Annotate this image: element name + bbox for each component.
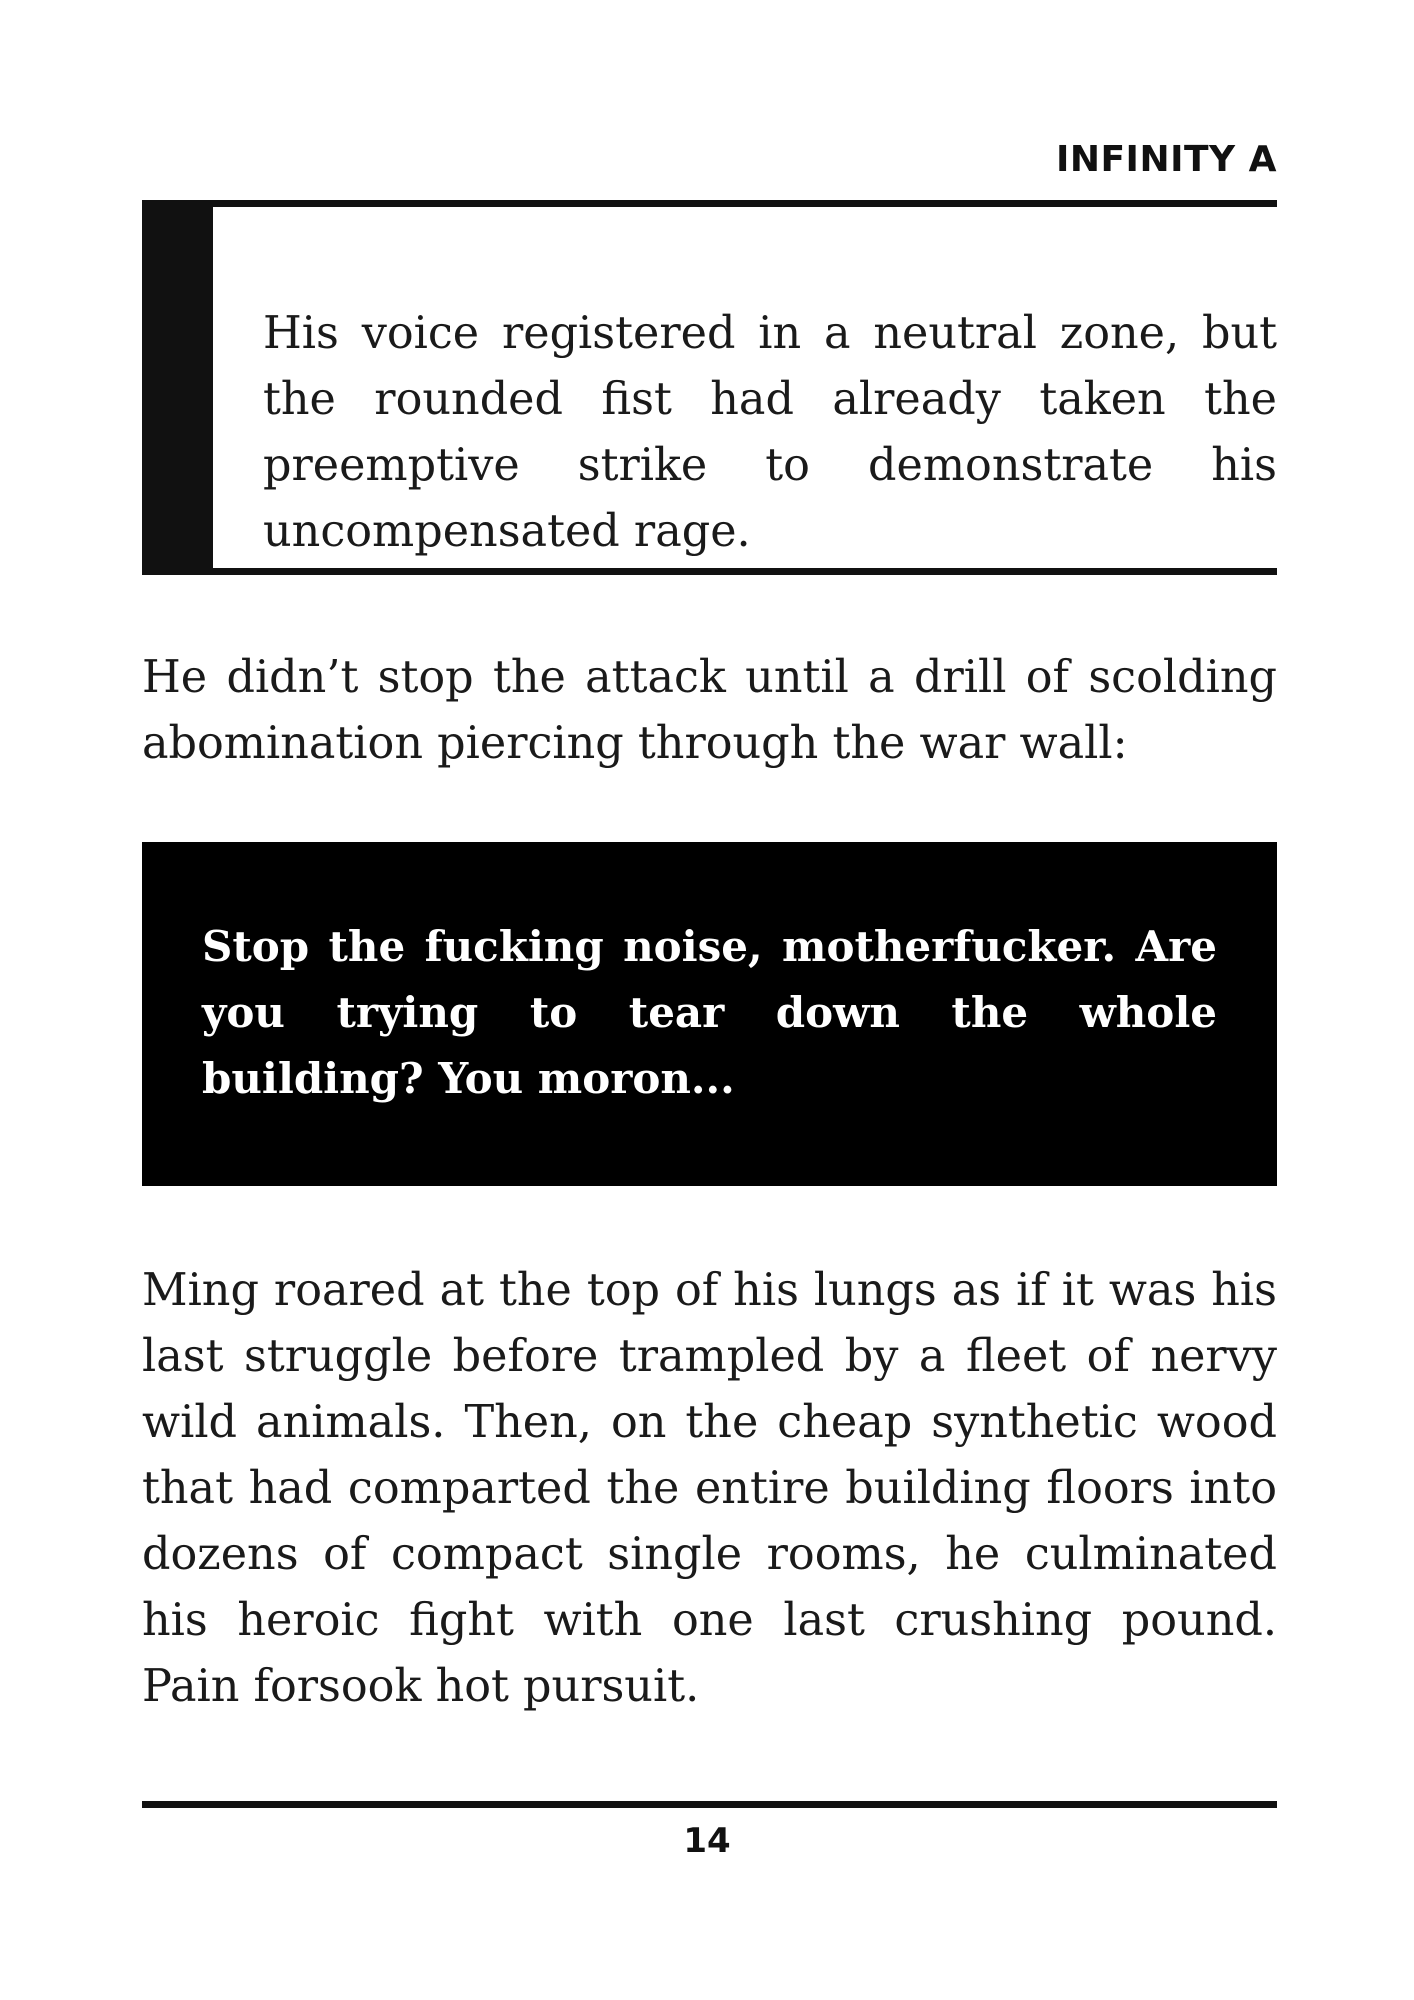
- body-paragraph: Ming roared at the top of his lungs as if it was his last struggle before trampled by a fleet of nervy wild animals. Then, on the cheap synthetic wood that had comparted the entire building floors into dozens of compact single rooms, he culminated his heroic fight with one last crushing pound. Pain forsook hot pursuit.: [142, 1265, 1277, 1712]
- callout-text: His voice registered in a neutral zone, but the rounded fist had already taken the preemptive strike to demonstrate his uncompensated rage.: [263, 308, 1277, 557]
- callout-box: [142, 207, 1277, 575]
- shout-box: [142, 842, 1277, 1186]
- footer-rule: [142, 1801, 1277, 1808]
- shout-text: Stop the fucking noise, motherfucker. Are you trying to tear down the whole building? You moron...: [202, 922, 1217, 1103]
- body-paragraph: He didn’t stop the attack until a drill of scolding abomination piercing through the war wall:: [142, 652, 1277, 769]
- page-number: 14: [683, 1821, 731, 1861]
- running-header-title: INFINITY A: [1055, 139, 1277, 180]
- callout-side-bar: [142, 207, 213, 575]
- header-rule: [142, 200, 1277, 207]
- callout-bottom-rule: [142, 568, 1277, 575]
